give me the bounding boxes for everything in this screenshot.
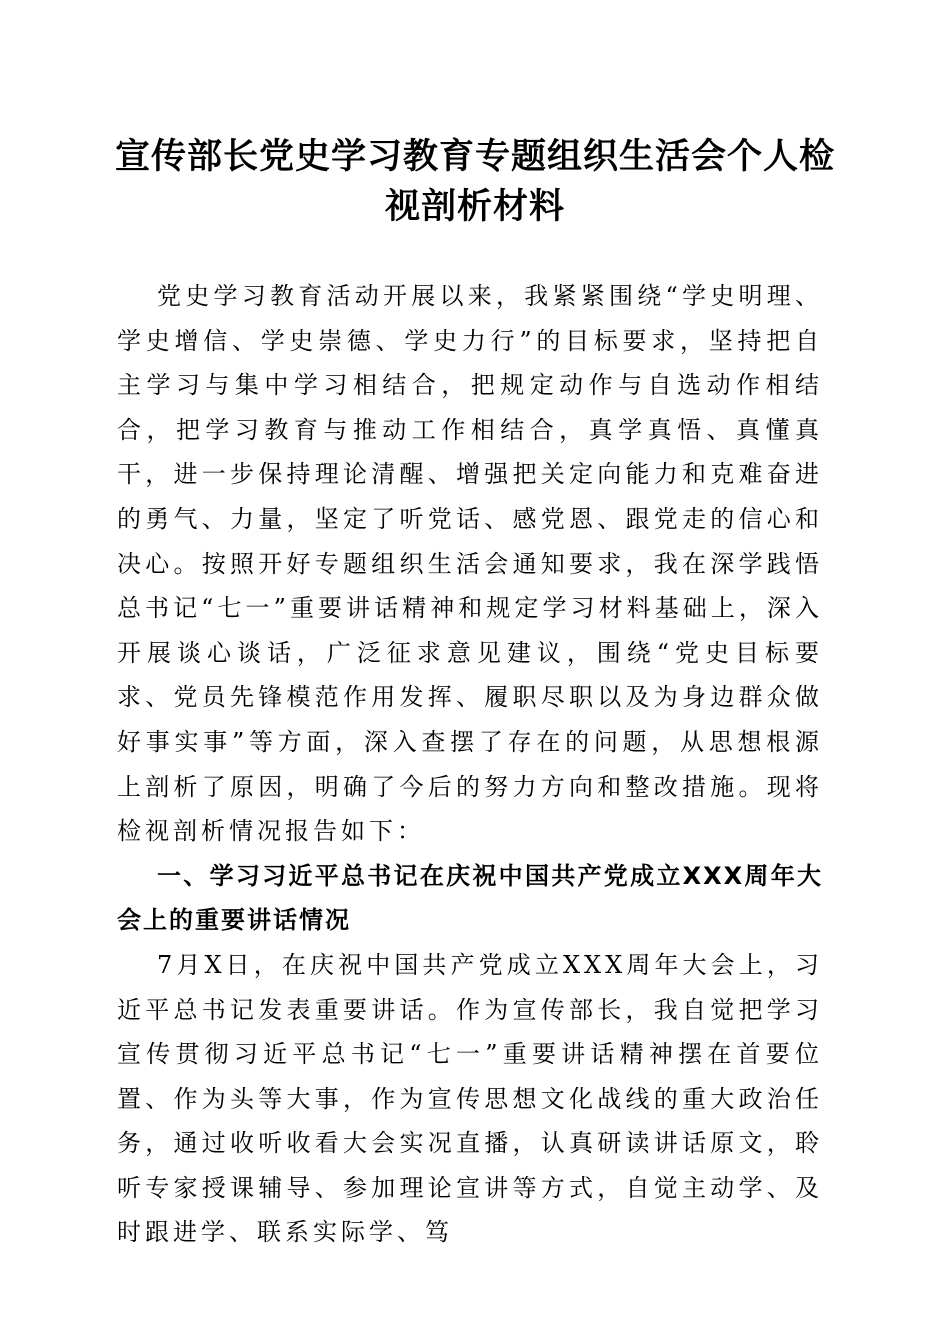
intro-paragraph: 党史学习教育活动开展以来，我紧紧围绕“学史明理、学史增信、学史崇德、学史力行”的目标要求，坚持把自主学习与集中学习相结合，把规定动作与自选动作相结合，把学习教育与推动工作相结合，真学真悟、真懂真干，进一步保持理论清醒、增强把关定向能力和克难奋进的勇气、力量，坚定了听党话、感党恩、跟党走的信心和决心。按照开好专题组织生活会通知要求，我在深学践悟总书记“七一”重要讲话精神和规定学习材料基础上，深入开展谈心谈话，广泛征求意见建议，围绕“党史目标要求、党员先锋模范作用发挥、履职尽职以及为身边群众做好事实事”等方面，深入查摆了存在的问题，从思想根源上剖析了原因，明确了今后的努力方向和整改措施。现将检视剖析情况报告如下： bbox=[117, 282, 823, 846]
document-title: 宣传部长党史学习教育专题组织生活会个人检视剖析材料 bbox=[114, 136, 835, 227]
section-1-heading: 一、学习习近平总书记在庆祝中国共产党成立XXX周年大会上的重要讲话情况 bbox=[117, 861, 823, 935]
section-1-paragraph: 7月X日，在庆祝中国共产党成立XXX周年大会上，习近平总书记发表重要讲话。作为宣传部长，我自觉把学习宣传贯彻习近平总书记“七一”重要讲话精神摆在首要位置、作为头等大事，作为宣传思想文化战线的重大政治任务，通过收听收看大会实况直播，认真研读讲话原文，聆听专家授课辅导、参加理论宣讲等方式，自觉主动学、及时跟进学、联系实际学、笃 bbox=[117, 950, 823, 1247]
document-body bbox=[117, 274, 823, 1255]
